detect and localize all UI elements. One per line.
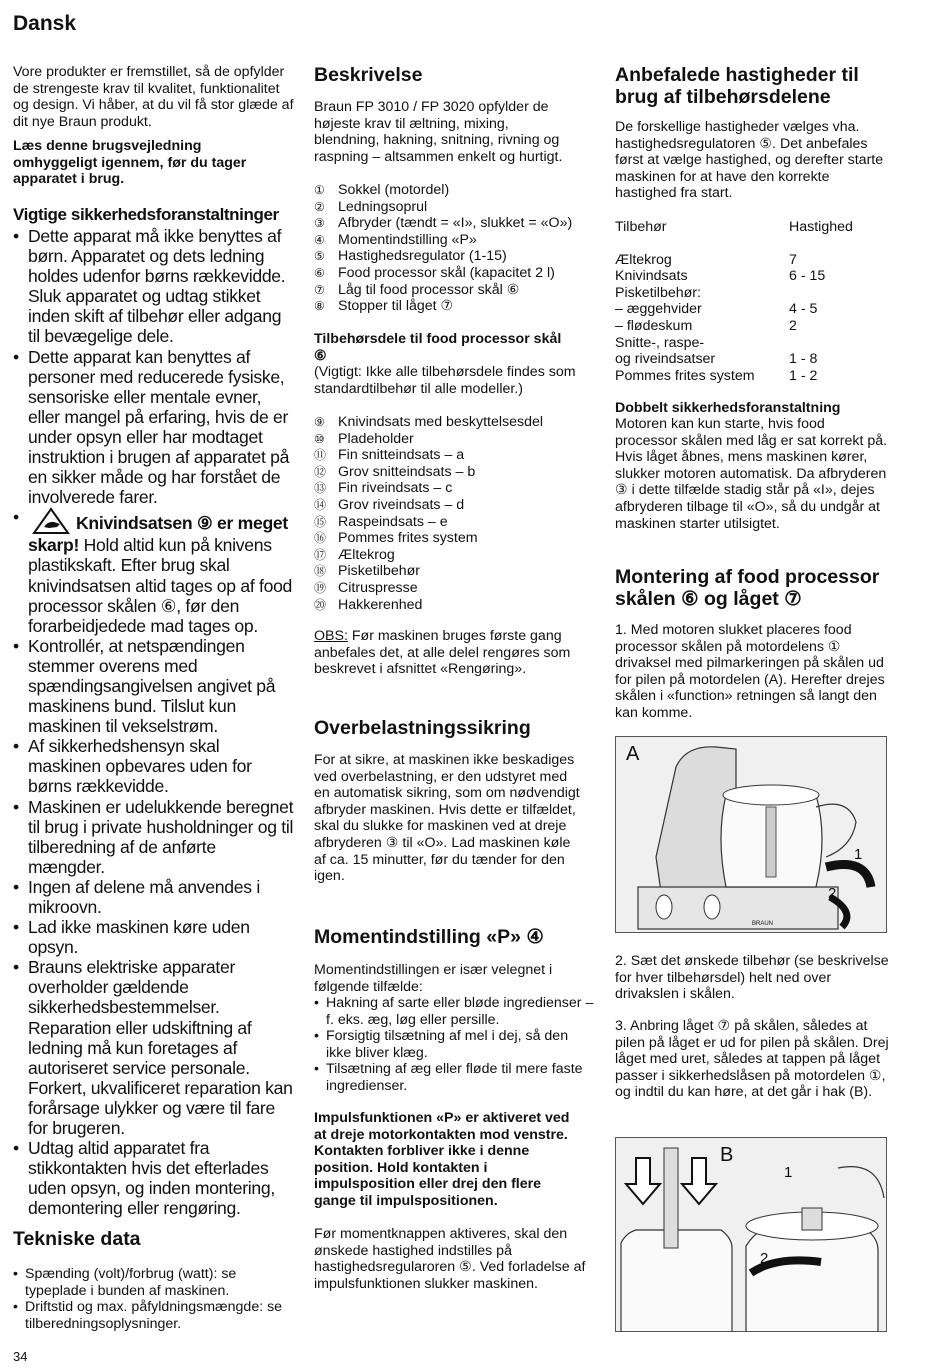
figure-b-lid-assembly (615, 1137, 887, 1332)
mount-step-2: 2. Sæt det ønskede tilbehør (se beskrivelse for hver tilbehørsdel) helt ned over drivakslen i skålen. (615, 953, 889, 1003)
table-row: Pommes frites system 1 - 2 (615, 367, 818, 384)
mount-step-1: 1. Med motoren slukket placeres food processor skålen på motordelens ① drivaksel med pilmarkeringen på skålen ud for pilen på motordelen (A). Herefter drejes skålen i «function» retningen så langt den kan komme. (615, 622, 885, 721)
warning-hand-icon (28, 513, 76, 533)
double-safety-text: Motoren kan kun starte, hvis food processor skålen med låg er sat korrekt på. Hvis låget åbnes, mens maskinen kører, slukker motoren automatisk. Da afbryderen ③ i dette tilfælde stadig står på «I», dejes afbryderen tilbage til «O», så du undgår at maskinen starter utilsigtet. (615, 416, 888, 532)
accessory-item: ⑯ Pommes frites system (314, 530, 478, 547)
overload-heading: Overbelastningssikring (314, 717, 531, 739)
tech-list (13, 1266, 295, 1332)
read-notice: Læs denne brugsvejledning omhyggeligt igennem, før du tager apparatet i brug. (13, 138, 247, 188)
safety-item: • Brauns elektriske apparater overholder gældende sikkerhedsbestemmelser. Reparation eller udskiftning af ledning må kun foretages af autoriseret service personale. Forkert, ukvalificeret reparation kan forårsage ulykker og være til fare for brugeren. (13, 957, 295, 1138)
speed-table-header: Tilbehør Hastighed (615, 219, 853, 235)
accessory-item: ⑬ Fin riveindsats – c (314, 480, 453, 497)
table-row: – flødeskum 2 (615, 317, 797, 334)
part-item: ④ Momentindstilling «P» (314, 231, 477, 248)
mount-heading: Montering af food processor skålen ⑥ og låget ⑦ (615, 566, 880, 610)
figure-a-letter: A (626, 743, 640, 765)
accessories-note: (Vigtigt: Ikke alle tilbehørsdele findes som standardtilbehør til alle modeller.) (314, 364, 576, 397)
speed-table (615, 219, 895, 384)
figure-b-arrow-2-label: 2 (760, 1250, 769, 1267)
accessory-item: ⑪ Fin snitteindsats – a (314, 447, 465, 464)
moment-intro: Momentindstillingen er især velegnet i følgende tilfælde: (314, 962, 553, 995)
obs-text: Før maskinen bruges første gang anbefales det, at alle delel rengøres som beskrevet i afsnittet «Rengøring». (314, 628, 571, 678)
overload-text: For at sikre, at maskinen ikke beskadiges ved overbelastning, er den udstyret med en automatisk sikring, som om nødvendigt afbryder maskinen. Hvis dette er tilfældet, skal du slukke for maskinen ved at dreje afbryderen ③ til «O». Lad maskinen køle af ca. 15 minutter, før du tænder for den igen. (314, 752, 580, 885)
accessory-item: ⑭ Grov riveindsats – d (314, 496, 465, 513)
table-row: – æggehvider 4 - 5 (615, 301, 818, 318)
knife-warning-text: Hold altid kun på knivens plastikskaft. Efter brug skal knivindsatsen altid tages op af food processor skålen ⑥, før den forarbeidjedede mad tages op. (28, 535, 293, 636)
figure-b-arrow-1-label: 1 (784, 1164, 793, 1181)
part-item: ⑧ Stopper til låget ⑦ (314, 298, 454, 315)
description-heading: Beskrivelse (314, 64, 423, 86)
tech-heading: Tekniske data (13, 1228, 141, 1250)
figure-a-bowl-on-base (615, 736, 887, 933)
knife-warning (13, 507, 295, 635)
page-language-heading: Dansk (13, 12, 77, 35)
safety-item: • Udtag altid apparatet fra stikkontakten hvis det efterlades uden opsyn, og inden montering, demontering eller rengøring. (13, 1138, 295, 1218)
safety-item: • Dette apparat må ikke benyttes af børn. Apparatet og dets ledning holdes udenfor børns rækkevidde. Sluk apparatet og udtag stikket inden skift af tilbehør eller adgang til bevægelige dele. (13, 226, 295, 347)
accessory-item: ⑩ Pladeholder (314, 430, 414, 447)
figure-b-letter: B (720, 1144, 734, 1166)
table-row: og riveindsatser 1 - 8 (615, 351, 818, 368)
accessory-item: ⑲ Citruspresse (314, 579, 418, 596)
speed-heading: Anbefalede hastigheder til brug af tilbehørsdelene (615, 64, 859, 108)
accessory-item: ⑮ Raspeindsats – e (314, 513, 448, 530)
table-row: Snitte-, raspe- (615, 334, 705, 351)
table-row: Pisketilbehør: (615, 284, 701, 301)
table-row: Knivindsats 6 - 15 (615, 268, 826, 285)
moment-list (314, 995, 594, 1095)
part-item: ⑥ Food processor skål (kapacitet 2 l) (314, 264, 555, 281)
figure-b-illustration (616, 1138, 887, 1332)
double-safety-heading: Dobbelt sikkerhedsforanstaltning (615, 400, 841, 416)
parts-list (314, 182, 594, 315)
moment-item: • Tilsætning af æg eller fløde til mere faste ingredienser. (314, 1061, 594, 1094)
figure-a-arrow-2-label: 2 (828, 885, 837, 902)
safety-item: • Lad ikke maskinen køre uden opsyn. (13, 917, 295, 957)
obs-note (314, 628, 594, 678)
mount-step-3: 3. Anbring låget ⑦ på skålen, således at pilen på låget er ud for pilen på skålen. Drej låget med uret, således at tappen på låget passer i sikkerhedslåsen på motordelen ①, og indtil du kan høre, at det går i hak (B). (615, 1018, 889, 1101)
accessory-item: ⑱ Pisketilbehør (314, 563, 421, 580)
tech-item: • Driftstid og max. påfyldningsmængde: se tilberedningsoplysninger. (13, 1299, 295, 1332)
figure-a-illustration (616, 737, 887, 933)
impulse-bold: Impulsfunktionen «P» er aktiveret ved at dreje motorkontakten mod venstre. Kontakten forbliver ikke i denne position. Hold kontakten i impulsposition eller drej den flere gange til impulspositionen. (314, 1110, 570, 1209)
accessory-item: ⑫ Grov snitteindsats – b (314, 463, 476, 480)
knife-warning-bold: Knivindsatsen ⑨ er meget skarp! (28, 513, 288, 556)
safety-heading: Vigtige sikkerhedsforanstaltninger (13, 205, 279, 224)
safety-item: • Dette apparat kan benyttes af personer med reducerede fysiske, sensoriske eller mentale evner, eller mangel på erfaring, hvis de er under opsyn eller har modtaget instruktion i brugen af apparatet på en sikker måde og har forstået de involverede farer. (13, 347, 295, 508)
figure-a-brand-logo: BRAUN (752, 921, 774, 927)
accessory-item: ⑰ Æltekrog (314, 546, 395, 563)
safety-item: • Ingen af delene må anvendes i mikroovn. (13, 877, 295, 917)
accessories-list (314, 414, 594, 613)
figure-a-arrow-1-label: 1 (854, 846, 863, 863)
moment-heading: Momentindstilling «P» ④ (314, 926, 544, 948)
intro-paragraph: Vore produkter er fremstillet, så de opfylder de strengeste krav til kvalitet, funktionalitet og design. Vi håber, at du vil få stor glæde af dit nye Braun produkt. (13, 64, 294, 130)
moment-item: • Forsigtig tilsætning af mel i dej, så den ikke bliver klæg. (314, 1028, 594, 1061)
part-item: ③ Afbryder (tændt = «I», slukket = «O») (314, 215, 573, 232)
accessory-item: ⑨ Knivindsats med beskyttelsesdel (314, 414, 544, 430)
tech-item: • Spænding (volt)/forbrug (watt): se typeplade i bunden af maskinen. (13, 1266, 295, 1299)
speed-intro: De forskellige hastigheder vælges vha. hastighedsregulatoren ⑤. Det anbefales først at vælge hastighed, og derefter starte maskinen for at have den korrekte hastighed fra start. (615, 119, 884, 202)
part-item: ⑤ Hastighedsregulator (1-15) (314, 248, 507, 265)
description-intro: Braun FP 3010 / FP 3020 opfylder de højeste krav til æltning, mixing, blendning, hakning, snitning, rivning og raspning – altsammen enkelt og hurtigt. (314, 99, 563, 165)
safety-item: • Kontrollér, at netspændingen stemmer overens med spændingsangivelsen angivet på maskinens bund. Tilslut kun maskinen til vekselstrøm. (13, 636, 295, 736)
accessories-heading: Tilbehørsdele til food processor skål ⑥ (314, 331, 562, 364)
safety-list (13, 226, 295, 1219)
part-item: ⑦ Låg til food processor skål ⑥ (314, 281, 520, 298)
moment-item: • Hakning af sarte eller bløde ingredienser – f. eks. æg, løg eller persille. (314, 995, 594, 1028)
safety-item: • Maskinen er udelukkende beregnet til brug i private husholdninger og til tilberedning af de anførte mængder. (13, 797, 295, 877)
safety-item: • Af sikkerhedshensyn skal maskinen opbevares uden for børns rækkevidde. (13, 736, 295, 796)
part-item: ① Sokkel (motordel) (314, 182, 450, 198)
part-item: ② Ledningsoprul (314, 198, 428, 215)
accessory-item: ⑳ Hakkerenhed (314, 596, 423, 613)
table-row: Æltekrog 7 (615, 251, 797, 268)
obs-label: OBS: (314, 628, 348, 644)
page-number: 34 (13, 1349, 28, 1364)
impulse-text: Før momentknappen aktiveres, skal den ønskede hastighed indstilles på hastighedsregularoren ⑤. Ved forladelse af impulsfunktionen slukker maskinen. (314, 1226, 586, 1292)
